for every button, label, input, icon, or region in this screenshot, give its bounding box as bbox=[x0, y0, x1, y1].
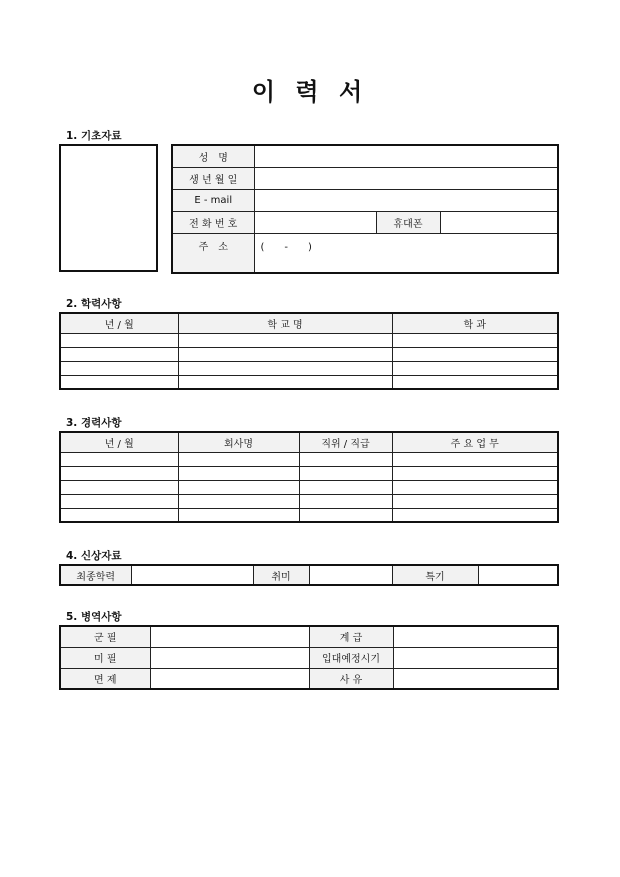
table-cell[interactable] bbox=[392, 361, 558, 375]
table-row bbox=[60, 508, 558, 522]
table-cell[interactable] bbox=[392, 347, 558, 361]
career-header-company: 회사명 bbox=[178, 432, 299, 452]
email-label: E - mail bbox=[172, 189, 254, 211]
education-header-school: 학 교 명 bbox=[178, 313, 392, 333]
reason-field[interactable] bbox=[393, 668, 558, 689]
address-field[interactable]: ( - ) bbox=[254, 233, 558, 273]
skill-label: 특기 bbox=[392, 565, 478, 585]
name-label: 성 명 bbox=[172, 145, 254, 167]
table-cell[interactable] bbox=[60, 508, 178, 522]
table-cell[interactable] bbox=[178, 480, 299, 494]
table-cell[interactable] bbox=[60, 452, 178, 466]
section-career-title: 3. 경력사항 bbox=[66, 417, 122, 429]
table-row bbox=[60, 466, 558, 480]
rank-field[interactable] bbox=[393, 626, 558, 647]
table-cell[interactable] bbox=[299, 494, 392, 508]
table-cell[interactable] bbox=[178, 333, 392, 347]
career-header-duty: 주 요 업 무 bbox=[392, 432, 558, 452]
table-cell[interactable] bbox=[392, 480, 558, 494]
phone-field[interactable] bbox=[254, 211, 376, 233]
rank-label: 계 급 bbox=[309, 626, 393, 647]
table-cell[interactable] bbox=[299, 480, 392, 494]
birth-field[interactable] bbox=[254, 167, 558, 189]
table-cell[interactable] bbox=[299, 466, 392, 480]
mobile-field[interactable] bbox=[440, 211, 558, 233]
table-cell[interactable] bbox=[60, 466, 178, 480]
table-row bbox=[60, 333, 558, 347]
military-exempt-label: 면 제 bbox=[60, 668, 150, 689]
table-cell[interactable] bbox=[178, 375, 392, 389]
table-row bbox=[60, 452, 558, 466]
table-cell[interactable] bbox=[178, 466, 299, 480]
section-personal-title: 4. 신상자료 bbox=[66, 550, 122, 562]
section-basic-title: 1. 기초자료 bbox=[66, 130, 122, 142]
table-cell[interactable] bbox=[299, 508, 392, 522]
basic-info-table bbox=[171, 144, 559, 274]
career-header-date: 년 / 월 bbox=[60, 432, 178, 452]
table-cell[interactable] bbox=[392, 466, 558, 480]
table-cell[interactable] bbox=[60, 375, 178, 389]
education-header-major: 학 과 bbox=[392, 313, 558, 333]
table-cell[interactable] bbox=[60, 494, 178, 508]
email-field[interactable] bbox=[254, 189, 558, 211]
education-level-label: 최종학력 bbox=[60, 565, 131, 585]
table-cell[interactable] bbox=[60, 361, 178, 375]
table-row bbox=[60, 494, 558, 508]
address-label: 주 소 bbox=[172, 233, 254, 273]
table-cell[interactable] bbox=[178, 508, 299, 522]
section-education-title: 2. 학력사항 bbox=[66, 298, 122, 310]
table-row bbox=[60, 361, 558, 375]
military-table bbox=[59, 625, 559, 690]
table-cell[interactable] bbox=[392, 375, 558, 389]
skill-field[interactable] bbox=[478, 565, 558, 585]
mobile-label: 휴대폰 bbox=[376, 211, 440, 233]
table-cell[interactable] bbox=[299, 452, 392, 466]
personal-table bbox=[59, 564, 559, 586]
military-not-served-field[interactable] bbox=[150, 647, 309, 668]
table-cell[interactable] bbox=[178, 361, 392, 375]
career-header-position: 직위 / 직급 bbox=[299, 432, 392, 452]
table-cell[interactable] bbox=[60, 347, 178, 361]
table-cell[interactable] bbox=[178, 452, 299, 466]
table-cell[interactable] bbox=[392, 333, 558, 347]
table-cell[interactable] bbox=[178, 494, 299, 508]
table-row bbox=[60, 347, 558, 361]
table-cell[interactable] bbox=[60, 333, 178, 347]
reason-label: 사 유 bbox=[309, 668, 393, 689]
name-field[interactable] bbox=[254, 145, 558, 167]
table-row bbox=[60, 480, 558, 494]
military-not-served-label: 미 필 bbox=[60, 647, 150, 668]
career-table bbox=[59, 431, 559, 523]
military-served-label: 군 필 bbox=[60, 626, 150, 647]
section-military-title: 5. 병역사항 bbox=[66, 611, 122, 623]
document-title: 이 력 서 bbox=[251, 78, 369, 106]
military-exempt-field[interactable] bbox=[150, 668, 309, 689]
photo-box[interactable] bbox=[59, 144, 158, 272]
table-cell[interactable] bbox=[392, 494, 558, 508]
enlistment-date-field[interactable] bbox=[393, 647, 558, 668]
table-row bbox=[60, 375, 558, 389]
table-cell[interactable] bbox=[178, 347, 392, 361]
education-table bbox=[59, 312, 559, 390]
hobby-field[interactable] bbox=[309, 565, 392, 585]
phone-label: 전 화 번 호 bbox=[172, 211, 254, 233]
military-served-field[interactable] bbox=[150, 626, 309, 647]
education-level-field[interactable] bbox=[131, 565, 253, 585]
education-header-date: 년 / 월 bbox=[60, 313, 178, 333]
birth-label: 생 년 월 일 bbox=[172, 167, 254, 189]
table-cell[interactable] bbox=[392, 452, 558, 466]
hobby-label: 취미 bbox=[253, 565, 309, 585]
table-cell[interactable] bbox=[60, 480, 178, 494]
table-cell[interactable] bbox=[392, 508, 558, 522]
enlistment-date-label: 입대예정시기 bbox=[309, 647, 393, 668]
